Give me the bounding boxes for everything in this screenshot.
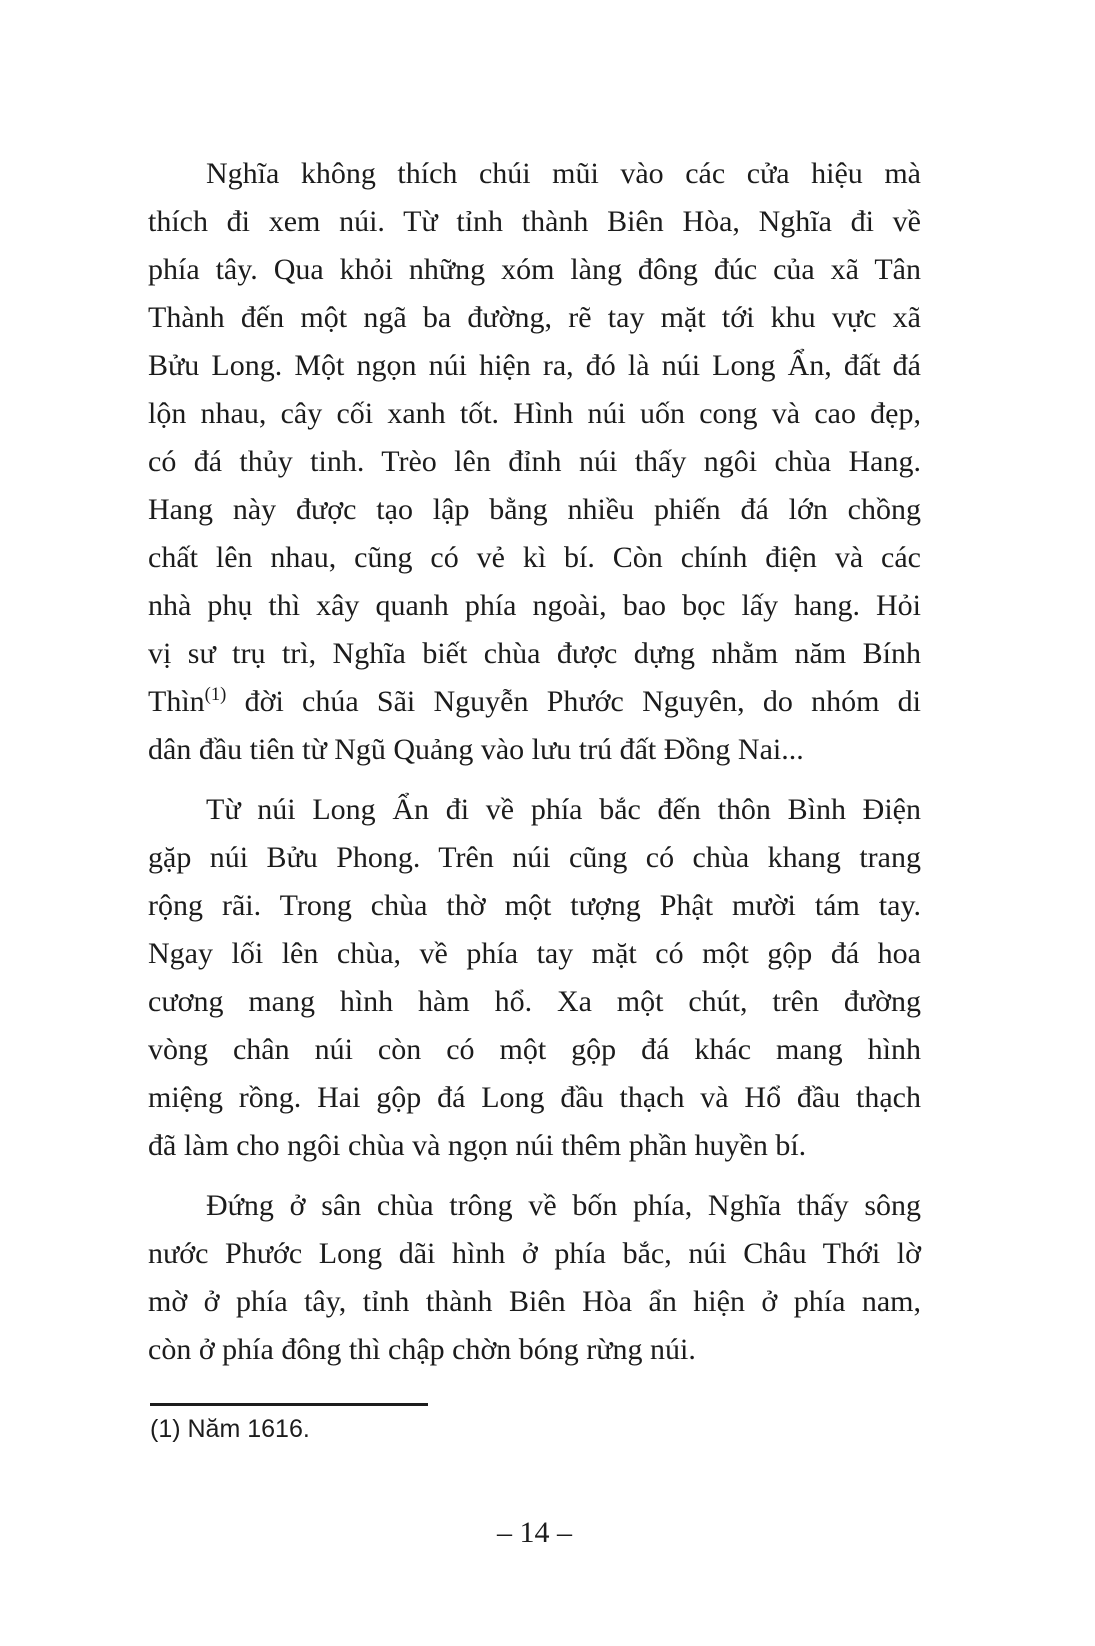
text-line: chất lên nhau, cũng có vẻ kì bí. Còn chính điện và các (148, 541, 921, 574)
footnote-separator-rule (150, 1403, 428, 1406)
text-line: dân đầu tiên từ Ngũ Quảng vào lưu trú đất Đồng Nai... (148, 733, 804, 766)
text-line: Ngay lối lên chùa, về phía tay mặt có một gộp đá hoa (148, 937, 921, 970)
text-line: rộng rãi. Trong chùa thờ một tượng Phật mười tám tay. (148, 889, 921, 922)
text-line: phía tây. Qua khỏi những xóm làng đông đúc của xã Tân (148, 253, 921, 286)
paragraph-1 (148, 150, 921, 774)
footnote-reference-marker: (1) (204, 684, 227, 705)
text-line: đã làm cho ngôi chùa và ngọn núi thêm phần huyền bí. (148, 1129, 807, 1162)
text-line: Từ núi Long Ẩn đi về phía bắc đến thôn Bình Điện (206, 793, 921, 826)
text-line-with-footnote-ref (148, 678, 921, 726)
text-segment: Thìn (148, 685, 205, 718)
text-line: còn ở phía đông thì chập chờn bóng rừng núi. (148, 1333, 696, 1366)
text-segment: đời chúa Sãi Nguyễn Phước Nguyên, do nhóm di (226, 685, 921, 718)
page-number: – 14 – (497, 1516, 572, 1549)
text-line: lộn nhau, cây cối xanh tốt. Hình núi uốn cong và cao đẹp, (148, 397, 921, 430)
text-line: có đá thủy tinh. Trèo lên đỉnh núi thấy ngôi chùa Hang. (148, 445, 921, 478)
body-text (148, 150, 921, 1374)
text-line: vòng chân núi còn có một gộp đá khác mang hình (148, 1033, 921, 1066)
text-line: nước Phước Long dãi hình ở phía bắc, núi Châu Thới lờ (148, 1237, 921, 1270)
text-line: cương mang hình hàm hổ. Xa một chút, trên đường (148, 985, 921, 1018)
text-line: Thành đến một ngã ba đường, rẽ tay mặt tới khu vực xã (148, 301, 921, 334)
text-line: miệng rồng. Hai gộp đá Long đầu thạch và Hổ đầu thạch (148, 1081, 921, 1114)
text-line: vị sư trụ trì, Nghĩa biết chùa được dựng nhằm năm Bính (148, 637, 921, 670)
text-line: Hang này được tạo lập bằng nhiều phiến đá lớn chồng (148, 493, 921, 526)
paragraph-2 (148, 786, 921, 1170)
footnote-text: (1) Năm 1616. (150, 1415, 310, 1443)
text-line: Đứng ở sân chùa trông về bốn phía, Nghĩa thấy sông (206, 1189, 921, 1222)
text-line: Bửu Long. Một ngọn núi hiện ra, đó là núi Long Ẩn, đất đá (148, 349, 921, 382)
text-line: Nghĩa không thích chúi mũi vào các cửa hiệu mà (206, 157, 921, 190)
text-line: nhà phụ thì xây quanh phía ngoài, bao bọc lấy hang. Hỏi (148, 589, 921, 622)
text-line: gặp núi Bửu Phong. Trên núi cũng có chùa khang trang (148, 841, 921, 874)
paragraph-3 (148, 1182, 921, 1374)
text-line: mờ ở phía tây, tỉnh thành Biên Hòa ẩn hiện ở phía nam, (148, 1285, 921, 1318)
text-line: thích đi xem núi. Từ tỉnh thành Biên Hòa, Nghĩa đi về (148, 205, 921, 238)
